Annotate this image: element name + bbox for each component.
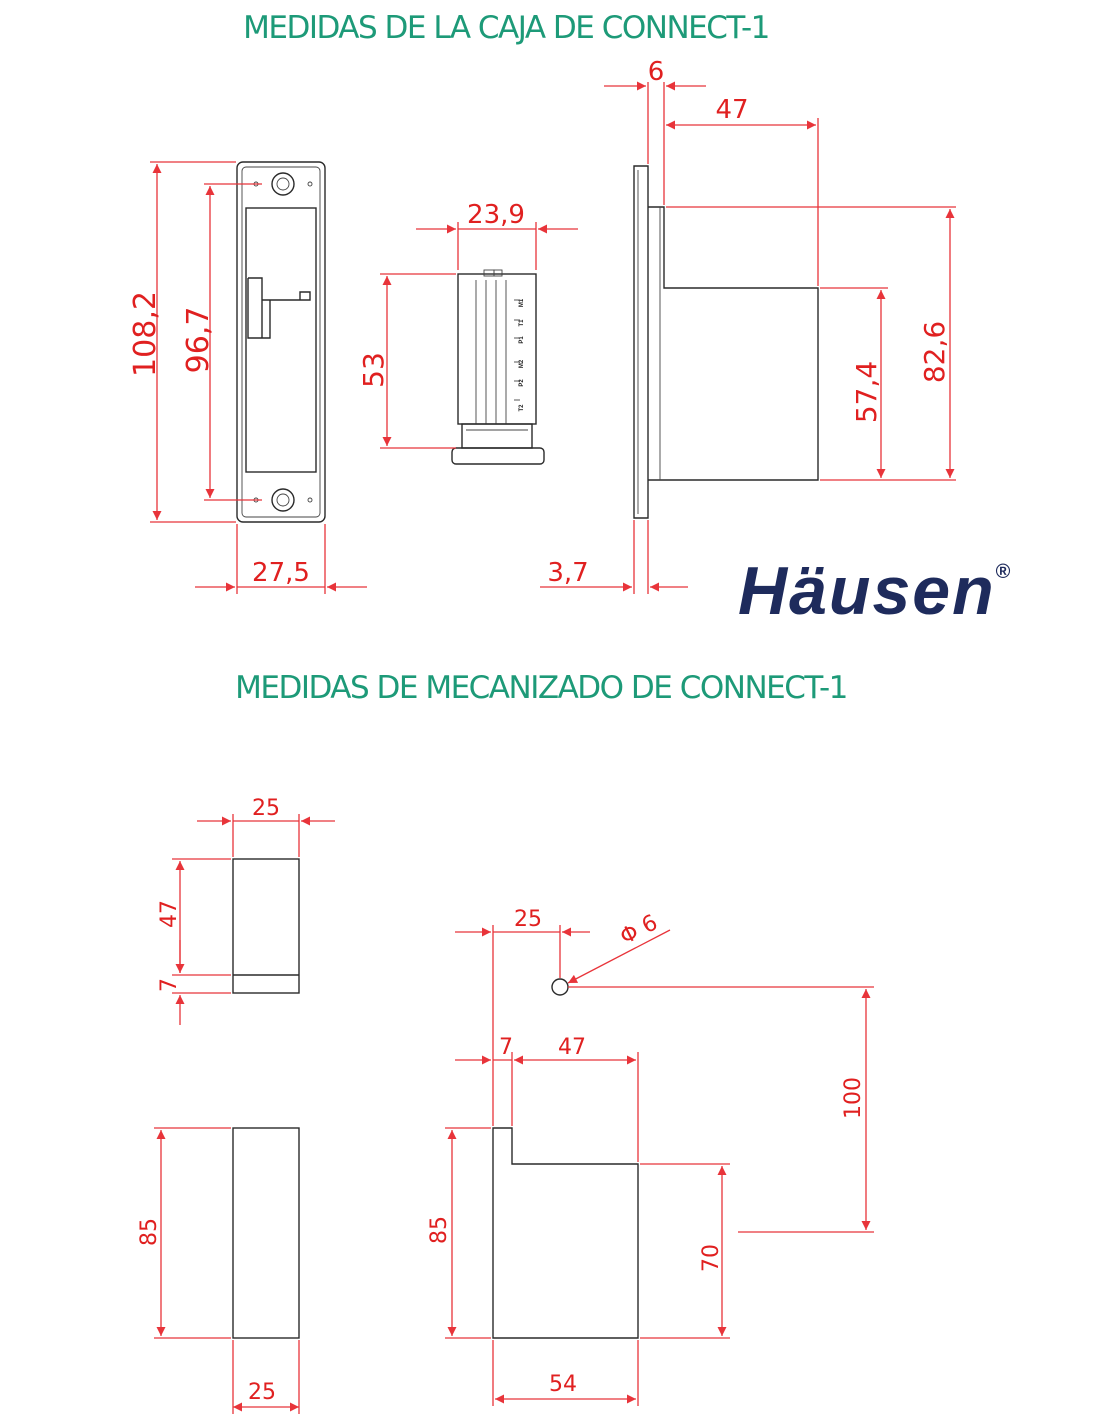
dim-47: 47	[157, 900, 182, 928]
terminal-module-view	[452, 270, 544, 464]
dim-7: 7	[157, 978, 182, 992]
dim-82-6: 82,6	[918, 320, 951, 384]
side-plate	[634, 166, 648, 518]
cutout-side-profile	[493, 1128, 638, 1338]
terminal-label: T2	[519, 404, 525, 412]
registered-mark: ®	[995, 561, 1011, 584]
logo-text: Häusen	[738, 553, 996, 629]
terminal-label: P2	[519, 379, 525, 387]
side-view	[634, 166, 818, 518]
dim-47: 47	[715, 95, 749, 125]
side-view-dimensions	[540, 57, 956, 594]
dim-47b: 47	[558, 1035, 586, 1060]
terminal-label: P1	[519, 336, 525, 344]
cutout-front-dimensions	[137, 1128, 299, 1414]
dim-85: 85	[137, 1218, 162, 1246]
dim-7b: 7	[499, 1035, 513, 1060]
module-tab-1	[484, 270, 494, 276]
dim-25c: 25	[514, 907, 542, 932]
front-plate-view	[237, 162, 325, 522]
dim-53: 53	[357, 352, 390, 388]
cutout-top-view	[233, 859, 299, 993]
terminal-module-dimensions	[357, 200, 578, 448]
dim-diameter-6: Φ 6	[616, 910, 662, 951]
module-foot	[452, 448, 544, 464]
cutout-front-rect	[233, 1128, 299, 1338]
screw-hole-top-inner	[277, 178, 289, 190]
terminal-label: M1	[519, 298, 525, 308]
cutout-side-dimensions	[427, 907, 874, 1406]
dim-54: 54	[549, 1372, 577, 1397]
screw-hole-top	[272, 173, 294, 195]
dim-25b: 25	[248, 1380, 276, 1405]
side-body	[648, 207, 818, 480]
dim-96-7: 96,7	[181, 306, 216, 374]
pin-top-right	[308, 182, 312, 186]
pin-bottom-right	[308, 498, 312, 502]
dim-6: 6	[647, 57, 665, 87]
module-tab-2	[494, 270, 502, 276]
dim-70: 70	[699, 1244, 724, 1272]
dim-25: 25	[252, 796, 280, 821]
cutout-top-rect	[233, 859, 299, 993]
module-base	[462, 424, 532, 448]
front-plate-outline	[237, 162, 325, 522]
front-plate-window	[246, 208, 316, 472]
cable-hole	[552, 979, 568, 995]
front-plate-latch	[248, 278, 310, 338]
cutout-front-view	[233, 1128, 299, 1338]
title-machining-dimensions: MEDIDAS DE MECANIZADO DE CONNECT-1	[235, 670, 847, 706]
terminal-label: T1	[519, 319, 525, 327]
front-plate-inner-edge	[242, 167, 320, 517]
dim-108-2: 108,2	[128, 291, 163, 377]
leader-hole	[568, 930, 670, 983]
title-box-dimensions: MEDIDAS DE LA CAJA DE CONNECT-1	[243, 10, 769, 46]
cutout-top-dimensions	[157, 796, 335, 1025]
dim-85b: 85	[427, 1216, 452, 1244]
front-plate-dimensions	[128, 162, 367, 594]
module-body	[458, 274, 536, 424]
screw-hole-bottom	[272, 489, 294, 511]
dim-23-9: 23,9	[467, 200, 525, 230]
dim-100: 100	[841, 1077, 866, 1119]
dim-27-5: 27,5	[252, 558, 310, 588]
dim-57-4: 57,4	[850, 360, 883, 424]
terminal-label: M2	[519, 359, 525, 369]
screw-hole-bottom-inner	[277, 494, 289, 506]
cutout-side-view	[493, 979, 638, 1338]
dim-3-7: 3,7	[547, 558, 589, 588]
